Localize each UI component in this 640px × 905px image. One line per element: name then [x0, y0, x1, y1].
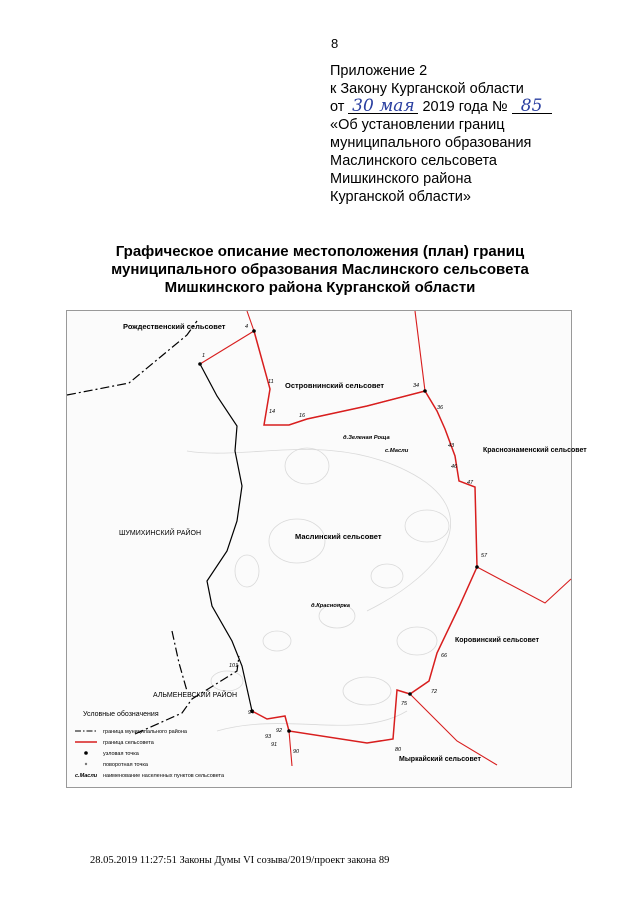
point-label: 90 — [293, 749, 300, 755]
point-label: 75 — [401, 701, 408, 707]
legend-item-label: наименование населенных пунктов сельсовета — [103, 773, 225, 779]
point-label: 16 — [299, 413, 306, 419]
label-almenevsky: АЛЬМЕНЕВСКИЙ РАЙОН — [153, 692, 238, 699]
point-label: 92 — [276, 728, 283, 734]
point-label: 4 — [245, 324, 249, 330]
terrain-features — [187, 448, 451, 731]
district-boundary-solid — [200, 364, 252, 711]
label-krasnoznamensky: Краснознаменский сельсовет — [483, 447, 587, 454]
document-title — [60, 243, 580, 297]
appendix-header — [330, 62, 590, 206]
title-line-3: Мишкинского района Курганской области — [164, 279, 476, 296]
handwritten-number: 85 — [512, 99, 552, 114]
appendix-line-7: Мишкинского района — [330, 171, 472, 187]
point-label: 47 — [467, 480, 474, 486]
page-number: 8 — [331, 36, 339, 51]
appendix-line-1: Приложение 2 — [330, 63, 428, 79]
document-footer: 28.05.2019 11:27:51 Законы Думы VI созыва/2019/проект закона 89 — [90, 855, 390, 866]
district-boundary — [67, 321, 239, 734]
point-label: 72 — [431, 689, 438, 695]
legend-item-label: граница сельсовета — [103, 740, 154, 746]
label-korovinsky: Коровинский сельсовет — [455, 637, 540, 644]
point-label: 101 — [229, 663, 239, 669]
legend-node-dot — [84, 751, 88, 755]
point-label: 91 — [271, 742, 278, 748]
settlement-krasnoyarka: д.Красноярка — [311, 603, 350, 609]
title-line-2: муниципального образования Маслинского сельсовета — [111, 261, 529, 278]
label-maslinsky: Маслинский сельсовет — [295, 532, 382, 541]
appendix-line-6: Маслинского сельсовета — [330, 153, 497, 169]
handwritten-date: 30 мая — [348, 99, 418, 114]
label-myrkaysky: Мыркайский сельсовет — [399, 756, 481, 763]
legend-title: Условные обозначения — [83, 711, 159, 718]
point-label: 11 — [268, 379, 274, 385]
label-ostrovninsky: Островнинский сельсовет — [285, 381, 385, 390]
point-label: 94 — [248, 710, 255, 716]
legend-settlement-symbol: с.Масли — [75, 773, 98, 779]
legend-item-label: граница муниципального района — [103, 729, 187, 735]
point-label: 66 — [441, 653, 448, 659]
label-shumikhinsky: ШУМИХИНСКИЙ РАЙОН — [119, 530, 202, 537]
map-canvas — [67, 311, 587, 787]
point-label: 80 — [395, 747, 402, 753]
appendix-line-4: «Об установлении границ — [330, 117, 505, 133]
label-rozhdestvensky: Рождественский сельсовет — [123, 322, 226, 331]
point-label: 57 — [481, 553, 488, 559]
neighbour-boundaries — [200, 311, 571, 766]
appendix-line-5: муниципального образования — [330, 135, 532, 151]
map-legend — [75, 710, 225, 779]
legend-item-label: узловая точка — [103, 751, 139, 757]
point-label: 93 — [265, 734, 272, 740]
appendix-line-2: к Закону Курганской области — [330, 81, 524, 97]
point-label: 34 — [413, 383, 420, 389]
settlement-masli: с.Масли — [385, 448, 409, 454]
date-suffix: 2019 года № — [422, 99, 508, 115]
point-label: 46 — [451, 464, 458, 470]
appendix-line-8: Курганской области» — [330, 189, 471, 205]
point-label: 1 — [202, 353, 206, 359]
date-prefix: от — [330, 99, 345, 115]
boundary-map — [66, 310, 587, 788]
title-line-1: Графическое описание местоположения (план) границ — [115, 243, 525, 260]
settlement-zelenaya-roshcha: д.Зеленая Роща — [343, 435, 390, 441]
point-label: 14 — [269, 409, 276, 415]
point-label: 36 — [437, 405, 444, 411]
legend-item-label: поворотная точка — [103, 762, 148, 768]
appendix-date-line — [330, 98, 590, 116]
legend-turn-dot — [85, 763, 87, 765]
point-label: 43 — [448, 443, 455, 449]
